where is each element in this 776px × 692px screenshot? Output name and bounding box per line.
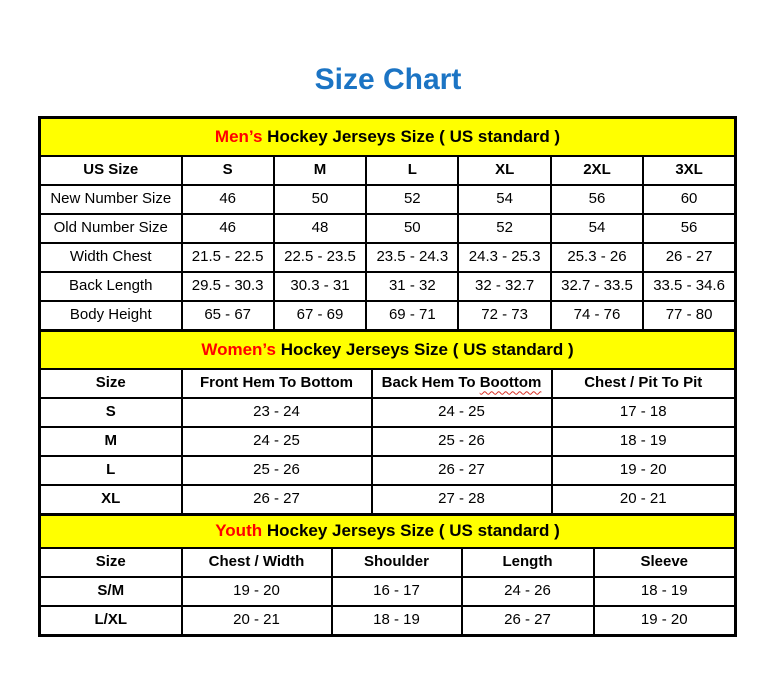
womens-header-row (40, 369, 736, 398)
column-header: L (366, 156, 458, 185)
table-cell: 48 (274, 214, 366, 243)
table-cell: 18 - 19 (594, 577, 736, 606)
youth-section-band (40, 515, 736, 549)
table-row (40, 427, 736, 456)
column-header: 2XL (551, 156, 643, 185)
table-cell: 20 - 21 (182, 606, 332, 636)
youth-section-title-rest: Hockey Jerseys Size ( US standard ) (262, 521, 560, 541)
table-cell: 32 - 32.7 (458, 272, 550, 301)
table-cell: 56 (643, 214, 735, 243)
table-cell: 24 - 25 (372, 398, 552, 427)
table-cell: 25 - 26 (372, 427, 552, 456)
row-header: L (40, 456, 182, 485)
size-chart (38, 116, 737, 637)
column-header: 3XL (643, 156, 735, 185)
column-header: M (274, 156, 366, 185)
table-cell: 19 - 20 (594, 606, 736, 636)
youth-section-title (40, 515, 736, 549)
column-header: Chest / Width (182, 548, 332, 577)
row-header: Body Height (40, 301, 182, 331)
table-cell: 19 - 20 (182, 577, 332, 606)
row-header: L/XL (40, 606, 182, 636)
column-header: Size (40, 369, 182, 398)
column-header: Shoulder (332, 548, 462, 577)
table-cell: 24 - 26 (462, 577, 594, 606)
table-cell: 26 - 27 (643, 243, 735, 272)
table-row (40, 456, 736, 485)
youth-section-title-highlight: Youth (215, 521, 263, 541)
womens-size-table (38, 329, 737, 516)
table-cell: 25.3 - 26 (551, 243, 643, 272)
mens-section-title (40, 118, 736, 157)
table-row (40, 243, 736, 272)
table-cell: 54 (551, 214, 643, 243)
table-cell: 33.5 - 34.6 (643, 272, 735, 301)
table-cell: 25 - 26 (182, 456, 372, 485)
table-cell: 18 - 19 (552, 427, 736, 456)
womens-section-title (40, 331, 736, 370)
row-header: M (40, 427, 182, 456)
table-row (40, 577, 736, 606)
table-row (40, 272, 736, 301)
table-row (40, 185, 736, 214)
row-header: Old Number Size (40, 214, 182, 243)
table-cell: 56 (551, 185, 643, 214)
table-cell: 20 - 21 (552, 485, 736, 515)
table-cell: 21.5 - 22.5 (182, 243, 274, 272)
column-header (372, 369, 552, 398)
table-row (40, 301, 736, 331)
womens-section-title-highlight: Women’s (201, 339, 276, 359)
column-header: Size (40, 548, 182, 577)
column-header: Length (462, 548, 594, 577)
table-cell: 24 - 25 (182, 427, 372, 456)
table-cell: 22.5 - 23.5 (274, 243, 366, 272)
row-header: New Number Size (40, 185, 182, 214)
table-cell: 65 - 67 (182, 301, 274, 331)
table-cell: 24.3 - 25.3 (458, 243, 550, 272)
column-header: Chest / Pit To Pit (552, 369, 736, 398)
row-header: S (40, 398, 182, 427)
row-header: Back Length (40, 272, 182, 301)
mens-section-band (40, 118, 736, 157)
table-cell: 46 (182, 214, 274, 243)
row-header: Width Chest (40, 243, 182, 272)
table-row (40, 485, 736, 515)
column-header: S (182, 156, 274, 185)
youth-size-table (38, 513, 737, 637)
mens-section-title-highlight: Men’s (214, 126, 263, 146)
table-cell: 69 - 71 (366, 301, 458, 331)
mens-size-table (38, 116, 737, 332)
table-cell: 31 - 32 (366, 272, 458, 301)
column-header: Sleeve (594, 548, 736, 577)
back-hem-label-prefix: Back Hem To (381, 374, 480, 392)
youth-header-row (40, 548, 736, 577)
back-hem-label-misspelled: Boottom (479, 374, 542, 392)
table-cell: 18 - 19 (332, 606, 462, 636)
column-header: Front Hem To Bottom (182, 369, 372, 398)
table-cell: 52 (366, 185, 458, 214)
table-cell: 23.5 - 24.3 (366, 243, 458, 272)
table-row (40, 606, 736, 636)
table-cell: 32.7 - 33.5 (551, 272, 643, 301)
mens-section-title-rest: Hockey Jerseys Size ( US standard ) (262, 126, 561, 146)
table-cell: 67 - 69 (274, 301, 366, 331)
table-cell: 77 - 80 (643, 301, 735, 331)
table-row (40, 398, 736, 427)
table-cell: 60 (643, 185, 735, 214)
table-cell: 26 - 27 (372, 456, 552, 485)
row-header: XL (40, 485, 182, 515)
table-cell: 50 (274, 185, 366, 214)
table-cell: 27 - 28 (372, 485, 552, 515)
table-cell: 50 (366, 214, 458, 243)
column-header: XL (458, 156, 550, 185)
table-cell: 23 - 24 (182, 398, 372, 427)
mens-header-row (40, 156, 736, 185)
table-cell: 30.3 - 31 (274, 272, 366, 301)
table-cell: 46 (182, 185, 274, 214)
table-cell: 52 (458, 214, 550, 243)
table-cell: 26 - 27 (182, 485, 372, 515)
table-cell: 19 - 20 (552, 456, 736, 485)
table-cell: 74 - 76 (551, 301, 643, 331)
table-cell: 29.5 - 30.3 (182, 272, 274, 301)
womens-section-title-rest: Hockey Jerseys Size ( US standard ) (275, 339, 574, 359)
table-cell: 72 - 73 (458, 301, 550, 331)
page-title: Size Chart (314, 63, 462, 96)
column-header: US Size (40, 156, 182, 185)
table-cell: 54 (458, 185, 550, 214)
womens-section-band (40, 331, 736, 370)
table-cell: 16 - 17 (332, 577, 462, 606)
table-cell: 17 - 18 (552, 398, 736, 427)
row-header: S/M (40, 577, 182, 606)
table-row (40, 214, 736, 243)
table-cell: 26 - 27 (462, 606, 594, 636)
